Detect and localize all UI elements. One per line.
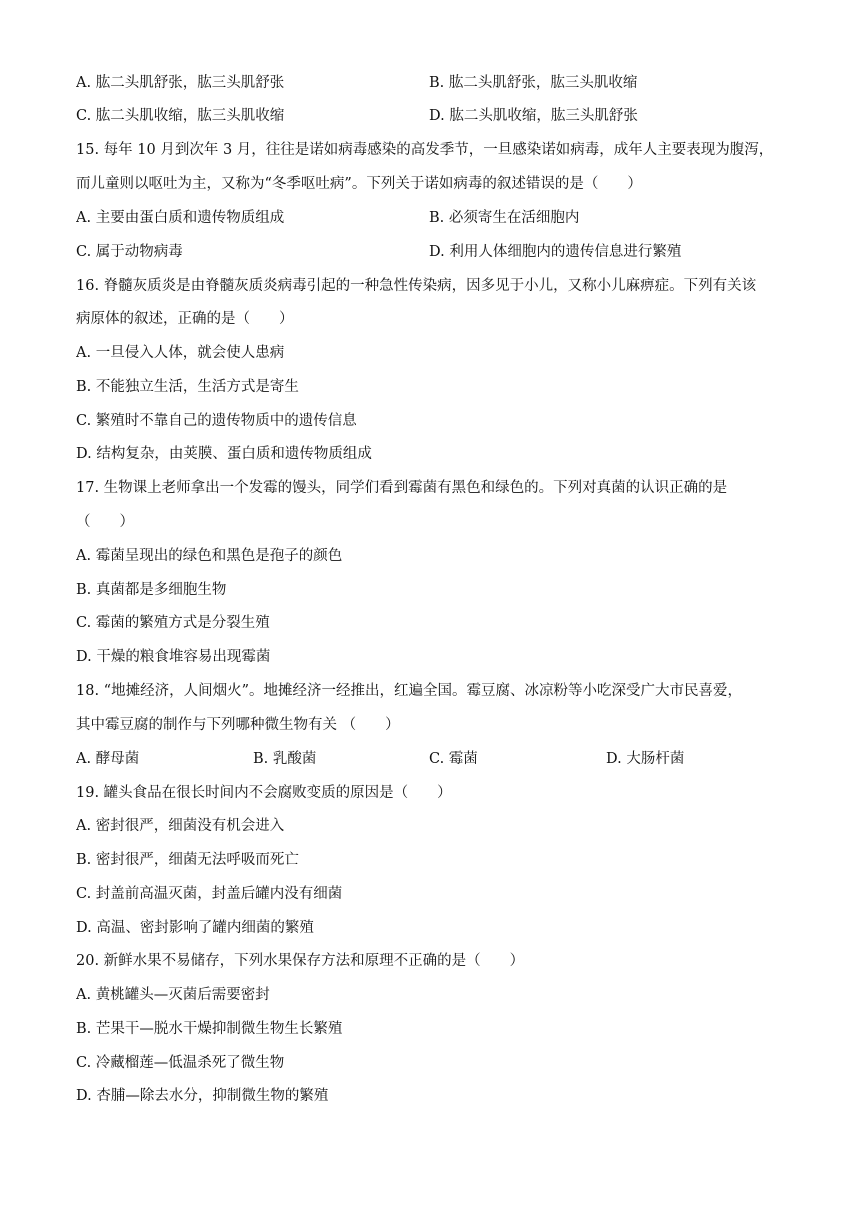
q19-option-b: B. 密封很严，细菌无法呼吸而死亡 [76,852,299,868]
q17-option-d: D. 干燥的粮食堆容易出现霉菌 [76,649,271,665]
q15-option-b: B. 必须寄生在活细胞内 [429,210,580,226]
q20-option-a: A. 黄桃罐头—灭菌后需要密封 [76,987,270,1003]
q14-option-b: B. 肱二头肌舒张，肱三头肌收缩 [429,75,638,91]
q16-option-c: C. 繁殖时不靠自己的遗传物质中的遗传信息 [76,413,357,429]
q15-options-row-2 [76,241,786,263]
q17-option-c: C. 霉菌的繁殖方式是分裂生殖 [76,615,270,631]
q15-option-c: C. 属于动物病毒 [76,244,183,260]
q19-option-a: A. 密封很严，细菌没有机会进入 [76,818,285,834]
q15-option-d: D. 利用人体细胞内的遗传信息进行繁殖 [429,244,682,260]
q15-options-row-1 [76,207,786,229]
q14-options-row-2 [76,105,786,127]
q19-option-d: D. 高温、密封影响了罐内细菌的繁殖 [76,920,314,936]
q18-option-c: C. 霉菌 [429,751,478,767]
q20-option-c: C. 冷藏榴莲—低温杀死了微生物 [76,1055,285,1071]
q18-options-row [76,748,786,770]
q18-option-d: D. 大肠杆菌 [606,751,685,767]
q15-stem-line-2: 而儿童则以呕吐为主，又称为“冬季呕吐病”。下列关于诺如病毒的叙述错误的是（ ） [76,176,642,192]
q18-option-b: B. 乳酸菌 [253,751,317,767]
q18-stem-line-1: 18. “地摊经济，人间烟火”。地摊经济一经推出，红遍全国。霉豆腐、冰凉粉等小吃深受广大市民喜爱， [76,683,742,699]
q14-options-row-1 [76,72,786,94]
q17-stem-line-1: 17. 生物课上老师拿出一个发霉的馒头，同学们看到霉菌有黑色和绿色的。下列对真菌的认识正确的是 [76,480,728,496]
q19-option-c: C. 封盖前高温灭菌，封盖后罐内没有细菌 [76,886,343,902]
q14-option-a: A. 肱二头肌舒张，肱三头肌舒张 [76,75,285,91]
q19-stem: 19. 罐头食品在很长时间内不会腐败变质的原因是（ ） [76,785,452,801]
q20-option-b: B. 芒果干—脱水干燥抑制微生物生长繁殖 [76,1021,343,1037]
q14-option-d: D. 肱二头肌收缩，肱三头肌舒张 [429,108,638,124]
q16-stem-line-2: 病原体的叙述，正确的是（ ） [76,311,294,327]
q16-option-a: A. 一旦侵入人体，就会使人患病 [76,345,285,361]
q16-stem-line-1: 16. 脊髓灰质炎是由脊髓灰质炎病毒引起的一种急性传染病，因多见于小儿，又称小儿麻痹症。下列有关该 [76,278,757,294]
q16-option-b: B. 不能独立生活，生活方式是寄生 [76,379,299,395]
q16-option-d: D. 结构复杂，由荚膜、蛋白质和遗传物质组成 [76,446,372,462]
q20-option-d: D. 杏脯—除去水分，抑制微生物的繁殖 [76,1088,329,1104]
q17-option-b: B. 真菌都是多细胞生物 [76,582,227,598]
q14-option-c: C. 肱二头肌收缩，肱三头肌收缩 [76,108,285,124]
q17-option-a: A. 霉菌呈现出的绿色和黑色是孢子的颜色 [76,548,343,564]
q20-stem: 20. 新鲜水果不易储存，下列水果保存方法和原理不正确的是（ ） [76,953,525,969]
q18-stem-line-2: 其中霉豆腐的制作与下列哪种微生物有关 （ ） [76,717,400,733]
q17-stem-line-2: （ ） [76,514,134,530]
q15-stem-line-1: 15. 每年 10 月到次年 3 月，往往是诺如病毒感染的高发季节，一旦感染诺如病毒，成年人主要表现为腹泻， [76,142,774,158]
q18-option-a: A. 酵母菌 [76,751,140,767]
q15-option-a: A. 主要由蛋白质和遗传物质组成 [76,210,285,226]
